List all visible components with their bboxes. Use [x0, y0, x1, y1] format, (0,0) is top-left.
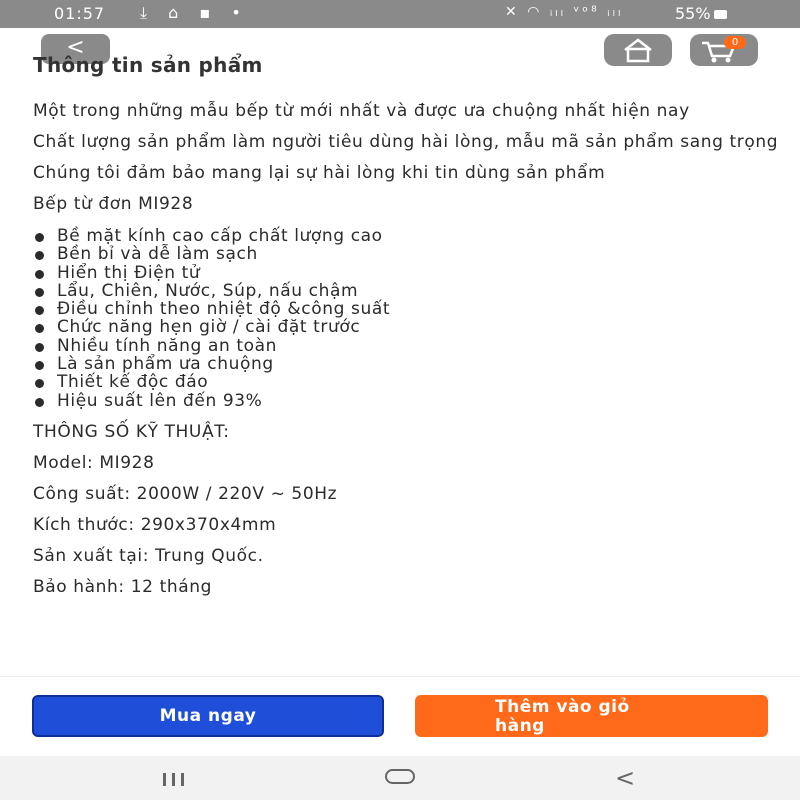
bullet-icon: [35, 233, 44, 242]
home-icon: [604, 34, 672, 66]
feature-text: Hiển thị Điện tử: [57, 262, 201, 283]
bullet-icon: [35, 343, 44, 352]
add-to-cart-label-line1: Thêm vào giỏ: [495, 697, 630, 717]
nav-home-icon[interactable]: [385, 769, 415, 784]
back-icon: <: [66, 35, 85, 60]
notification-icons: ⤓ ⌂ ▪ •: [140, 3, 249, 22]
feature-text: Chức năng hẹn giờ / cài đặt trước: [57, 317, 361, 338]
feature-text: Nhiều tính năng an toàn: [57, 335, 278, 356]
feature-item: [33, 355, 783, 373]
product-description: [33, 103, 783, 610]
bullet-icon: [35, 361, 44, 370]
feature-item: [33, 392, 783, 410]
feature-item: [33, 337, 783, 355]
signal-icons: ✕ ◠ ᵢₗₗ ᵛᵒ⁸ ᵢₗₗ: [505, 4, 624, 20]
feature-text: Bề mặt kính cao cấp chất lượng cao: [57, 226, 383, 246]
feature-item: [33, 245, 783, 263]
recent-apps-icon[interactable]: [163, 771, 191, 785]
feature-item: [33, 282, 783, 300]
spec-model: Model: MI928: [33, 452, 155, 473]
feature-item: [33, 373, 783, 391]
status-time: 01:57: [54, 4, 106, 23]
product-name: Bếp từ đơn MI928: [33, 194, 194, 214]
spec-power: Công suất: 2000W / 220V ~ 50Hz: [33, 483, 338, 504]
add-to-cart-button[interactable]: [415, 695, 768, 737]
page-title: Thông tin sản phẩm: [33, 53, 263, 77]
feature-text: Hiệu suất lên đến 93%: [57, 390, 263, 411]
bullet-icon: [35, 306, 44, 315]
home-button[interactable]: [604, 34, 672, 66]
feature-item: [33, 300, 783, 318]
feature-text: Là sản phẩm ưa chuộng: [57, 354, 274, 375]
bullet-icon: [35, 270, 44, 279]
bullet-icon: [35, 398, 44, 407]
feature-text: Bền bỉ và dễ làm sạch: [57, 244, 258, 265]
battery-percent: 55%: [675, 4, 711, 23]
feature-list: [33, 227, 783, 410]
battery-level: [675, 4, 727, 23]
spec-heading: THÔNG SỐ KỸ THUẬT:: [33, 421, 230, 442]
bullet-icon: [35, 324, 44, 333]
feature-text: Lẩu, Chiên, Nước, Súp, nấu chậm: [57, 280, 359, 301]
battery-icon: [714, 10, 727, 19]
feature-text: Điều chỉnh theo nhiệt độ &công suất: [57, 299, 391, 320]
description-paragraph: Chúng tôi đảm bảo mang lại sự hài lòng khi tin dùng sản phẩm: [33, 163, 606, 183]
feature-text: Thiết kế độc đáo: [57, 372, 209, 393]
nav-back-icon[interactable]: <: [615, 764, 636, 792]
bullet-icon: [35, 288, 44, 297]
cart-count-badge: 0: [724, 36, 746, 49]
description-paragraph: Chất lượng sản phẩm làm người tiêu dùng hài lòng, mẫu mã sản phẩm sang trọng: [33, 132, 779, 152]
feature-item: [33, 227, 783, 245]
status-bar: [0, 0, 800, 28]
add-to-cart-label-line2: hàng: [495, 716, 545, 736]
feature-item: [33, 264, 783, 282]
spec-warranty: Bảo hành: 12 tháng: [33, 576, 213, 597]
spec-size: Kích thước: 290x370x4mm: [33, 514, 277, 535]
buy-now-button[interactable]: Mua ngay: [32, 695, 384, 737]
bullet-icon: [35, 379, 44, 388]
bullet-icon: [35, 251, 44, 260]
spec-origin: Sản xuất tại: Trung Quốc.: [33, 545, 264, 566]
description-paragraph: Một trong những mẫu bếp từ mới nhất và được ưa chuộng nhất hiện nay: [33, 101, 690, 121]
feature-item: [33, 318, 783, 336]
